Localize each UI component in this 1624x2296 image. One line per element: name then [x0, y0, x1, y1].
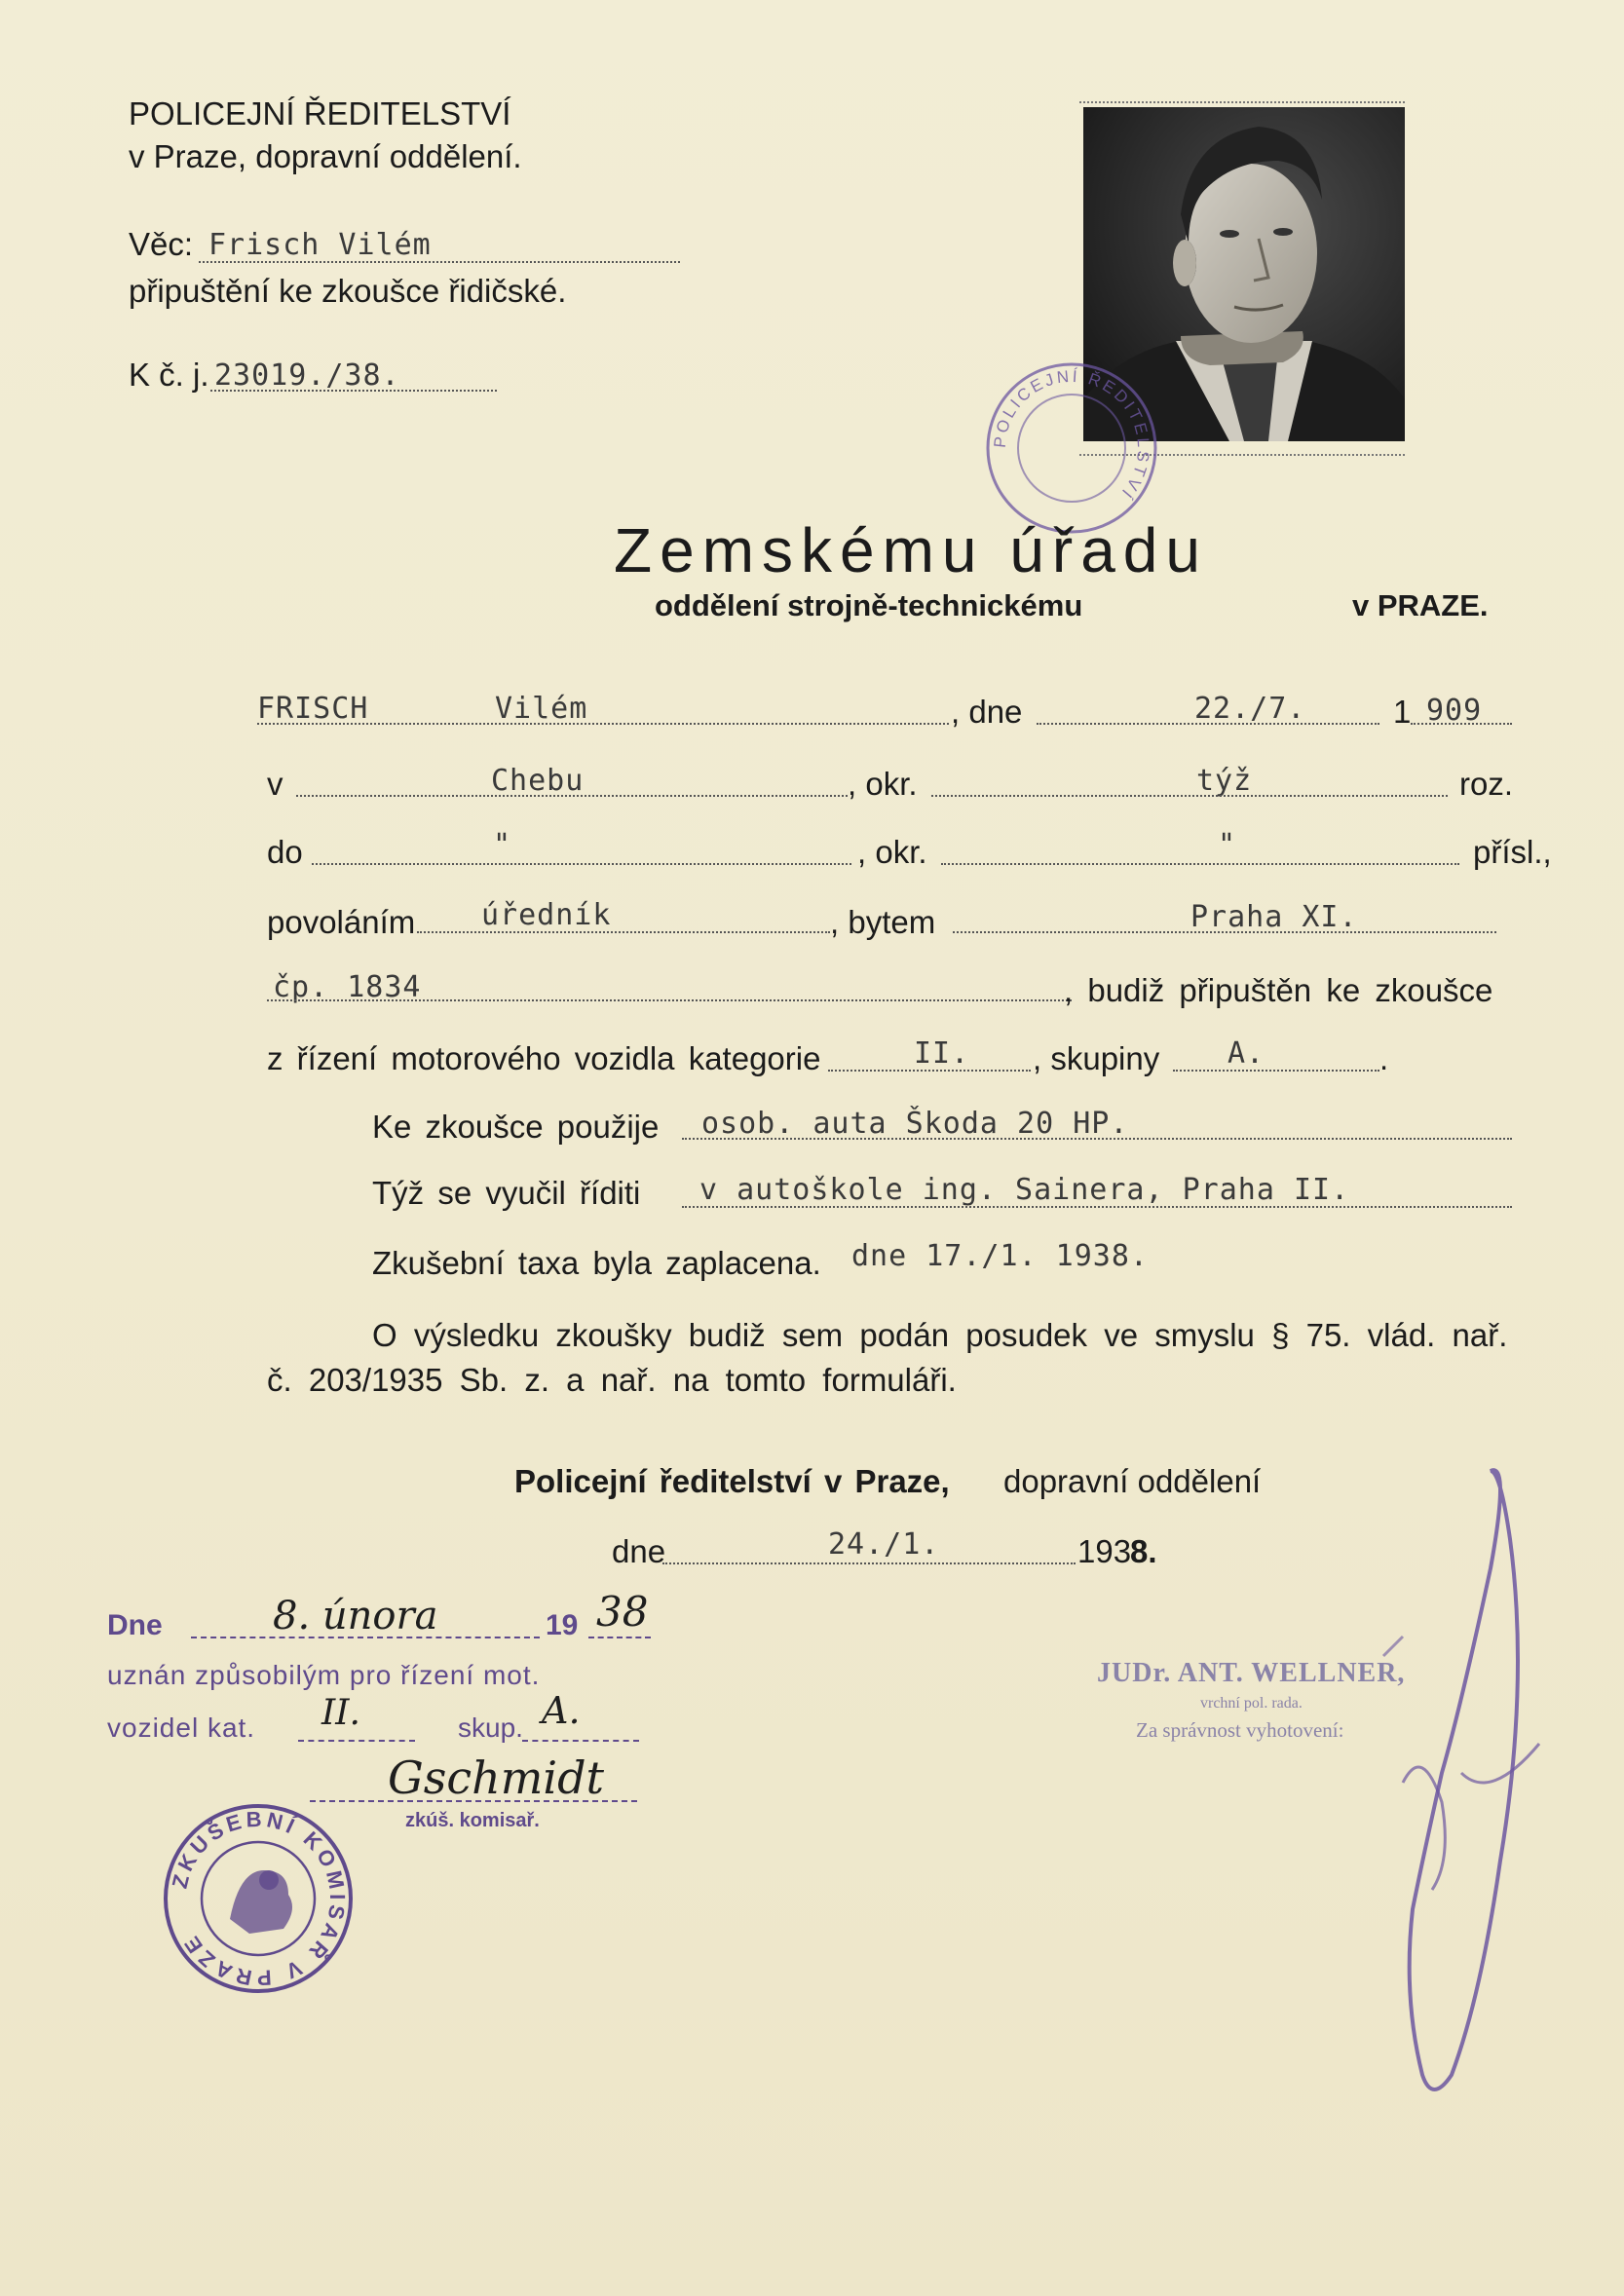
exam-date-handwritten: 8. února [273, 1594, 438, 1638]
okr-value: týž [1196, 764, 1253, 798]
vycil-label: Týž se vyučil říditi [372, 1175, 641, 1211]
cp-value: čp. 1834 [273, 970, 422, 1004]
pouzije-label: Ke zkoušce použije [372, 1109, 660, 1145]
birth-year-value: 909 [1426, 694, 1483, 728]
recipient-title: Zemskému úřadu [614, 515, 1208, 585]
bytem-value: Praha XI. [1190, 900, 1358, 934]
exam-vozidel-label: vozidel kat. [107, 1713, 256, 1743]
footer-year-suffix: 8. [1130, 1533, 1157, 1569]
posudek-line2: č. 203/1935 Sb. z. a nař. na tomto formuláři. [267, 1362, 957, 1398]
official-note: Za správnost vyhotovení: [1136, 1718, 1344, 1742]
vec-value: Frisch Vilém [208, 228, 432, 262]
okr-dotted-line [931, 795, 1448, 797]
footer-dne-label: dne [612, 1533, 666, 1569]
birth-date-value: 22./7. [1194, 692, 1306, 726]
surname-value: FRISCH [257, 692, 369, 726]
exam-year-line [588, 1637, 651, 1638]
roz-label: roz. [1459, 766, 1514, 802]
kcj-value: 23019./38. [214, 358, 400, 393]
exam-result-line: uznán způsobilým pro řízení mot. [107, 1660, 541, 1690]
exam-year-prefix: 19 [546, 1609, 579, 1641]
kategorie-label: z řízení motorového vozidla kategorie [267, 1040, 821, 1076]
okr2-value: " [1218, 828, 1237, 862]
recipient-place: v PRAZE. [1352, 588, 1489, 622]
posudek-line1: O výsledku zkoušky budiž sem podán posudek ve smyslu § 75. vlád. nař. [372, 1317, 1508, 1353]
name-dotted-line [257, 723, 949, 725]
vycil-value: v autoškole ing. Sainera, Praha II. [699, 1173, 1350, 1207]
recipient-department: oddělení strojně-technickému [655, 588, 1083, 622]
pouzije-value: osob. auta Škoda 20 HP. [701, 1107, 1129, 1141]
do-value: " [493, 828, 512, 862]
examiner-title: zkúš. komisař. [405, 1810, 540, 1831]
skupiny-label: , skupiny [1033, 1040, 1160, 1076]
exam-kat-line [298, 1740, 415, 1742]
skupiny-dotted-line [1173, 1070, 1379, 1072]
bytem-label: , bytem [830, 904, 936, 940]
do-dotted-line [312, 863, 851, 865]
footer-department: dopravní oddělení [1003, 1463, 1262, 1499]
photo-seal-icon [979, 356, 1164, 541]
pripusten-text: , budiž připuštěn ke zkoušce [1064, 972, 1493, 1008]
do-label: do [267, 834, 303, 870]
vec-dotted-line [199, 261, 680, 263]
kategorie-value: II. [914, 1036, 970, 1071]
exam-skup-label: skup. [458, 1713, 523, 1743]
footer-date-value: 24./1. [828, 1527, 940, 1562]
exam-skup-handwritten: A. [542, 1689, 581, 1732]
photo-top-edge [1079, 101, 1405, 103]
cp-dotted-line [267, 999, 1072, 1001]
footer-year-prefix: 193 [1077, 1533, 1132, 1569]
vec-subject: připuštění ke zkoušce řidičské. [129, 273, 567, 309]
examiner-signature: Gschmidt [388, 1751, 605, 1804]
prisl-label: přísl., [1473, 834, 1552, 870]
bytem-dotted-line [953, 931, 1496, 933]
povolanim-value: úředník [481, 898, 612, 932]
skupiny-value: A. [1227, 1036, 1265, 1071]
skupiny-period: . [1379, 1040, 1389, 1076]
taxa-label: Zkušební taxa byla zaplacena. [372, 1245, 821, 1281]
official-title: vrchní pol. rada. [1200, 1695, 1303, 1712]
birthplace-value: Chebu [491, 764, 585, 798]
vycil-dotted-line [682, 1206, 1512, 1208]
vec-label: Věc: [129, 226, 194, 262]
exam-skup-line [522, 1740, 639, 1742]
okr2-dotted-line [941, 863, 1459, 865]
kcj-label: K č. j. [129, 357, 209, 393]
official-name: JUDr. ANT. WELLNER, [1097, 1658, 1406, 1688]
firstname-value: Vilém [495, 692, 588, 726]
dne-label: , dne [951, 694, 1023, 730]
kcj-dotted-line [210, 390, 497, 392]
footer-office: Policejní ředitelství v Praze, [514, 1463, 950, 1499]
birth-date-dotted-line [1037, 723, 1379, 725]
examiner-round-stamp-icon [162, 1802, 355, 1995]
exam-dne-label: Dne [107, 1609, 163, 1641]
okr-label: , okr. [848, 766, 918, 802]
v-label: v [267, 766, 283, 802]
header-department: v Praze, dopravní oddělení. [129, 138, 522, 174]
okr2-label: , okr. [857, 834, 927, 870]
exam-kat-handwritten: II. [321, 1693, 360, 1733]
kategorie-dotted-line [828, 1070, 1031, 1072]
exam-year-handwritten: 38 [596, 1588, 649, 1636]
birthplace-dotted-line [296, 795, 848, 797]
povolanim-label: povoláním [267, 904, 416, 940]
photo-seal-text: POLICEJNÍ ŘEDITELSTVÍ [990, 366, 1153, 504]
taxa-value: dne 17./1. 1938. [851, 1239, 1149, 1273]
official-signature-icon [1344, 1451, 1559, 2114]
povolanim-dotted-line [417, 931, 830, 933]
round-stamp-text: ZKUŠEBNÍ KOMISAŘ V PRAZE [167, 1806, 351, 1991]
birth-year-dotted-line [1411, 723, 1512, 725]
pouzije-dotted-line [682, 1138, 1512, 1140]
footer-date-dotted-line [662, 1562, 1076, 1564]
header-office: POLICEJNÍ ŘEDITELSTVÍ [129, 95, 511, 132]
year-prefix: 1 [1393, 694, 1412, 730]
